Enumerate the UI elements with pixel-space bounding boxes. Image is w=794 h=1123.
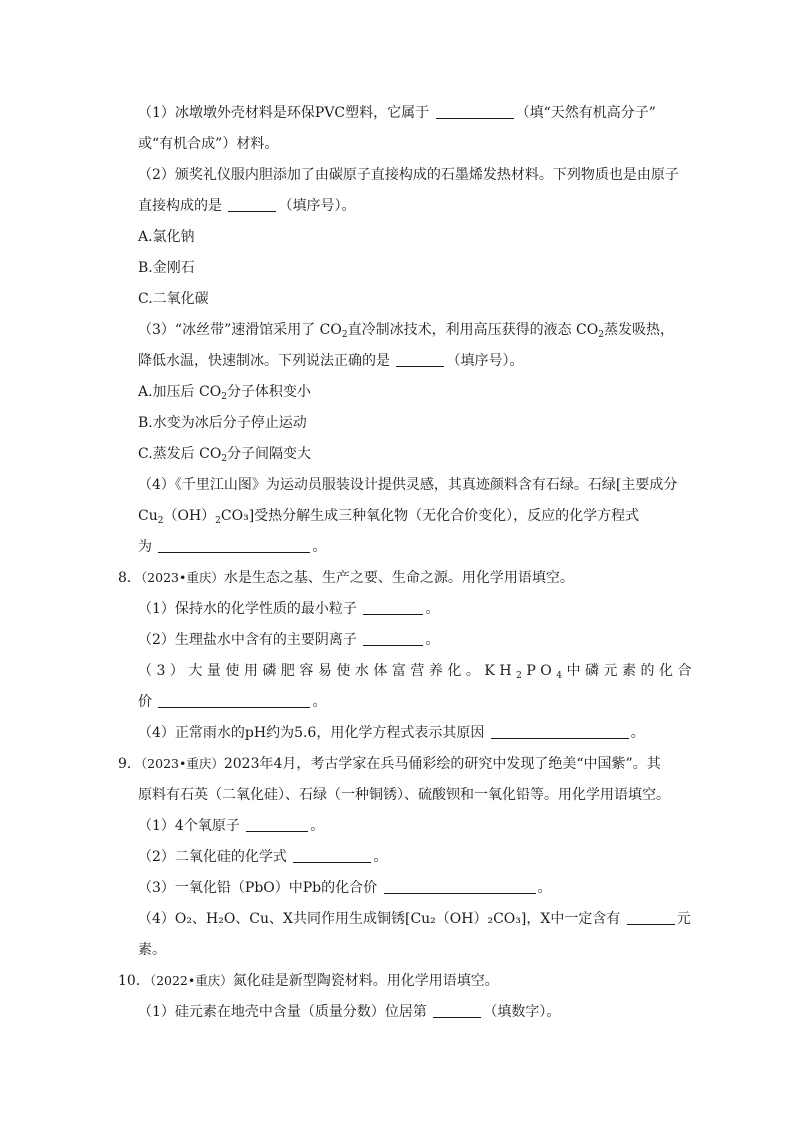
question-9-stem: 9．（2023•重庆）2023年4月，考古学家在兵马俑彩绘的研究中发现了绝美“中国紫”。其: [118, 756, 661, 772]
q7-sub3-line1: （3）“冰丝带”速滑馆采用了 $CO_2$直冷制冰技术，利用高压获得的液态 $CO_2$蒸发吸热，: [138, 322, 674, 340]
option-a: A.加压后 $CO_2$分子体积变小: [138, 384, 311, 402]
q7-sub1-line1: （1）冰墩墩外壳材料是环保PVC塑料，它属于 （填“天然有机高分子”: [138, 105, 656, 121]
answer-blank[interactable]: [396, 352, 444, 367]
q7-sub2-line1: （2）颁奖礼仪服内胆添加了由碳原子直接构成的石墨烯发热材料。下列物质也是由原子: [138, 167, 679, 183]
answer-blank[interactable]: [363, 631, 423, 646]
q9-sub4-line1: （4）O₂、H₂O、Cu、X共同作用生成铜锈[Cu₂（OH）₂CO₃]，X中一定含有 元: [138, 911, 691, 927]
answer-blank[interactable]: [436, 104, 514, 119]
question-8-stem: 8．（2023•重庆）水是生态之基、生产之要、生命之源。用化学用语填空。: [118, 570, 574, 586]
q8-sub1: （1）保持水的化学性质的最小粒子 。: [138, 601, 440, 617]
answer-blank[interactable]: [384, 879, 536, 894]
answer-blank[interactable]: [491, 724, 629, 739]
q8-sub3-line1: （3）大量使用磷肥容易使水体富营养化。$KH_2PO_4$中磷元素的化合: [138, 663, 696, 681]
question-10-stem: 10．（2022•重庆）氮化硅是新型陶瓷材料。用化学用语填空。: [118, 973, 499, 989]
answer-blank[interactable]: [363, 600, 423, 615]
answer-blank[interactable]: [433, 1003, 481, 1018]
q7-sub4-line3: 为 。: [138, 539, 327, 555]
q7-sub2-line2: 直接构成的是 （填序号）。: [138, 198, 356, 214]
question-source: （2023•重庆）: [140, 756, 224, 771]
q7-sub1-line2: 或“有机合成”）材料。: [138, 136, 279, 152]
option-c: C.二氧化碳: [138, 291, 209, 307]
answer-blank[interactable]: [158, 693, 310, 708]
answer-blank[interactable]: [228, 197, 276, 212]
question-source: （2023•重庆）: [140, 570, 224, 585]
answer-blank[interactable]: [627, 910, 675, 925]
q7-sub3-line2: 降低水温，快速制冰。下列说法正确的是 （填序号）。: [138, 353, 524, 369]
q7-sub4-line1: （4）《千里江山图》为运动员服装设计提供灵感，其真迹颜料含有石绿。石绿[主要成分: [138, 477, 678, 493]
q9-sub1: （1）4个氧原子 。: [138, 818, 325, 834]
option-b: B.金刚石: [138, 260, 195, 276]
q8-sub3-line2: 价 。: [138, 694, 327, 710]
answer-blank[interactable]: [246, 817, 308, 832]
q8-sub2: （2）生理盐水中含有的主要阴离子 。: [138, 632, 440, 648]
q9-sub4-line2: 素。: [138, 942, 166, 958]
question-9-stem-line2: 原料有石英（二氧化硅）、石绿（一种铜锈）、硫酸钡和一氧化铅等。用化学用语填空。: [138, 787, 670, 803]
q8-sub4: （4）正常雨水的pH约为5.6，用化学方程式表示其原因 。: [138, 725, 645, 741]
answer-blank[interactable]: [293, 848, 371, 863]
option-c: C.蒸发后 $CO_2$分子间隔变大: [138, 446, 312, 464]
q7-sub4-line2: $Cu_2(OH)_2CO_3$]受热分解生成三种氧化物（无化合价变化），反应的化学方程式: [138, 508, 640, 526]
q10-sub1: （1）硅元素在地壳中含量（质量分数）位居第 （填数字）。: [138, 1004, 561, 1020]
q9-sub3: （3）一氧化铅（PbO）中Pb的化合价 。: [138, 880, 552, 896]
option-a: A.氯化钠: [138, 229, 195, 245]
option-b: B.水变为冰后分子停止运动: [138, 415, 307, 431]
question-source: （2022•重庆）: [149, 973, 233, 988]
answer-blank[interactable]: [158, 538, 310, 553]
q9-sub2: （2）二氧化硅的化学式 。: [138, 849, 388, 865]
